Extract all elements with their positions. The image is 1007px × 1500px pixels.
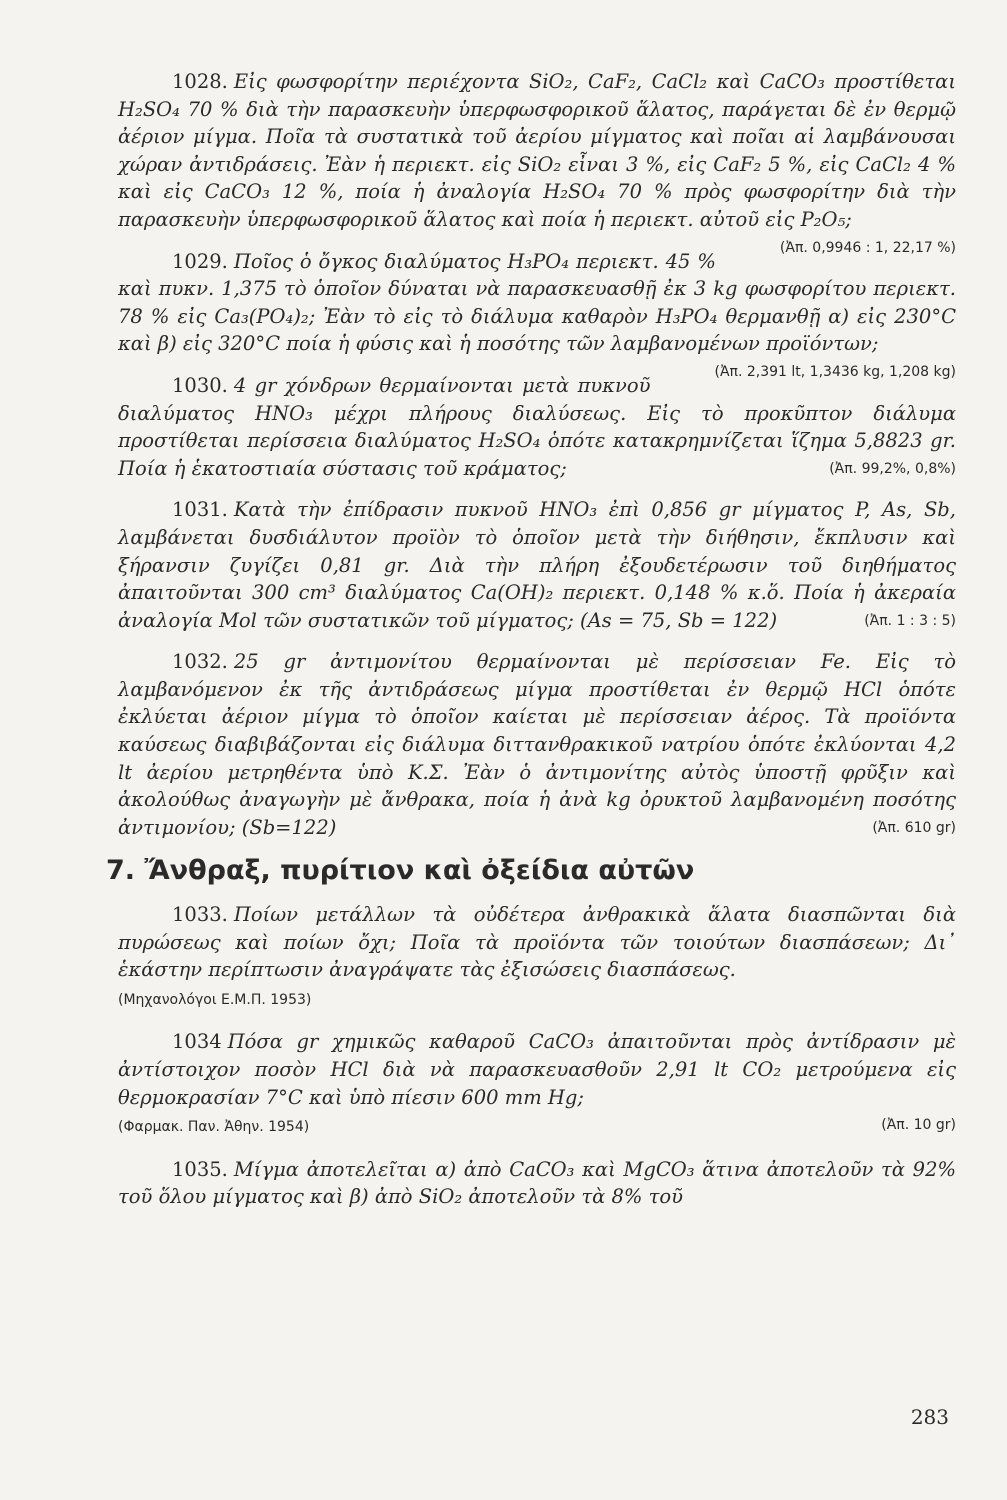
problem-number: 1031. [172,498,228,522]
problem-1031 [118,496,956,634]
problem-text: 4 gr χόνδρων θερμαίνονται μετὰ πυκνοῦ διαλύματος HNO₃ μέχρι πλήρους διαλύσεως. Εἰς τὸ προκῦπτον διάλυμα προστίθεται περίσσεια διαλύματος H₂SO₄ ὁπότε κατακρημνίζεται ἵζημα 5,8823 gr. Ποία ἡ ἑκατοστιαία σύστασις τοῦ κράματος; [118,373,956,480]
page-number: 283 [910,1405,949,1429]
answer: (Ἀπ. 2,391 lt, 1,3436 kg, 1,208 kg) [714,363,956,380]
problem-number: 1030. [172,373,228,397]
problem-number: 1028. [172,70,228,93]
problem-1029 [118,248,956,380]
source-note: (Μηχανολόγοι Ε.Μ.Π. 1953) [118,991,312,1008]
problem-number: 1033. [172,903,228,927]
text-block [106,68,956,1225]
problem-number: 1032. [172,650,228,674]
problem-text: Ποῖος ὁ ὄγκος διαλύματος H₃PO₄ περιεκτ. 45 % καὶ πυκν. 1,375 τὸ ὁποῖον δύναται νὰ παρασκευασθῇ ἐκ 3 kg φωσφορίτου περιεκτ. 78 % εἰς Ca₃(PO₄)₂; Ἐὰν τὸ εἰς τὸ διάλυμα καθαρὸν H₃PO₄ θερμανθῇ α) εἰς 230°C καὶ β) εἰς 320°C ποία ἡ φύσις καὶ ἡ ποσότης τῶν λαμβανομένων προϊόντων; [118,249,956,356]
problem-text: 25 gr ἀντιμονίτου θερμαίνονται μὲ περίσσειαν Fe. Εἰς τὸ λαμβανόμενον ἐκ τῆς ἀντιδράσεως μίγμα προστίθεται ἐν θερμῷ HCl ὁπότε ἐκλύεται ἀέριον μίγμα τὸ ὁποῖον καίεται μὲ περίσσειαν ἀέρος. Τὰ προϊόντα καύσεως διαβιβάζονται εἰς διάλυμα διττανθρακικοῦ νατρίου ὁπότε ἐκλύονται 4,2 lt ἀερίου μετρηθέντα ὑπὸ Κ.Σ. Ἐὰν ὁ ἀντιμονίτης αὐτὸς ὑποστῇ φρῦξιν καὶ ἀκολούθως ἀναγωγὴν μὲ ἄνθρακα, ποία ἡ ἀνὰ kg ὀρυκτοῦ λαμβανομένη ποσότης ἀντιμονίου; (Sb=122) [118,650,956,839]
section-heading: 7. Ἄνθραξ, πυρίτιον καὶ ὀξείδια αὐτῶν [106,855,695,887]
problem-1032 [118,648,956,841]
problem-text: Μίγμα ἀποτελεῖται α) ἀπὸ CaCO₃ καὶ MgCO₃ ἅτινα ἀποτελοῦν τὰ 92% τοῦ ὅλου μίγματος καὶ β) ἀπὸ SiO₂ ἀποτελοῦν τὰ 8% τοῦ [118,1157,956,1209]
problem-text: Κατὰ τὴν ἐπίδρασιν πυκνοῦ HNO₃ ἐπὶ 0,856 gr μίγματος P, As, Sb, λαμβάνεται δυσδιάλυτον προϊὸν τὸ ὁποῖον μετὰ τὴν διήθησιν, ἔκπλυσιν καὶ ξήρανσιν ζυγίζει 0,81 gr. Διὰ τὴν πλήρη ἐξουδετέρωσιν τοῦ διηθήματος ἀπαιτοῦνται 300 cm³ διαλύματος Ca(OH)₂ περιεκτ. 0,148 % κ.ὅ. Ποία ἡ ἀκεραία ἀναλογία Mol τῶν συστατικῶν τοῦ μίγματος; (As = 75, Sb = 122) [118,498,956,632]
answer: (Ἀπ. 10 gr) [881,1117,956,1134]
problem-1033 [118,901,956,1014]
problem-1030 [118,372,956,482]
answer: (Ἀπ. 1 : 3 : 5) [864,612,956,629]
problem-1035 [118,1156,956,1211]
answer: (Ἀπ. 99,2%, 0,8%) [829,460,956,477]
source-note: (Φαρμακ. Παν. Ἀθην. 1954) [118,1119,310,1136]
problem-1034 [118,1028,956,1141]
problem-1028 [118,68,956,256]
problem-number: 1035. [172,1157,228,1181]
answer: (Ἀπ. 610 gr) [872,819,956,836]
problem-text: Πόσα gr χημικῶς καθαροῦ CaCO₃ ἀπαιτοῦνται πρὸς ἀντίδρασιν μὲ ἀντίστοιχον ποσὸν HCl διὰ νὰ παρασκευασθοῦν 2,91 lt CO₂ μετρούμενα εἰς θερμοκρασίαν 7°C καὶ ὑπὸ πίεσιν 600 mm Hg; [118,1030,956,1109]
problem-text: Ποίων μετάλλων τὰ οὐδέτερα ἀνθρακικὰ ἅλατα διασπῶνται διὰ πυρώσεως καὶ ποίων ὄχι; Ποῖα τὰ προϊόντα τῶν τοιούτων διασπάσεων; Δι᾽ ἑκάστην περίπτωσιν ἀναγράψατε τὰς ἐξισώσεις διασπάσεως. [118,903,956,982]
problem-text: Εἰς φωσφορίτην περιέχοντα SiO₂, CaF₂, CaCl₂ καὶ CaCO₃ προστίθεται H₂SO₄ 70 % διὰ τὴν παρασκευὴν ὑπερφωσφορικοῦ ἅλατος, παράγεται δὲ ἐν θερμῷ ἀέριον μίγμα. Ποῖα τὰ συστατικὰ τοῦ ἀερίου μίγματος καὶ ποῖαι αἱ λαμβάνουσαι χώραν ἀντιδράσεις. Ἐὰν ἡ περιεκτ. εἰς SiO₂ εἶναι 3 %, εἰς CaF₂ 5 %, εἰς CaCl₂ 4 % καὶ εἰς CaCO₃ 12 %, ποία ἡ ἀναλογία H₂SO₄ 70 % πρὸς φωσφορίτην διὰ τὴν παρασκευὴν ὑπερφωσφορικοῦ ἅλατος καὶ ποία ἡ περιεκτ. αὐτοῦ εἰς P₂O₅; [118,70,956,231]
answer: (Ἀπ. 0,9946 : 1, 22,17 %) [779,239,956,256]
problem-number: 1034 [172,1030,222,1054]
problem-number: 1029. [172,249,228,273]
